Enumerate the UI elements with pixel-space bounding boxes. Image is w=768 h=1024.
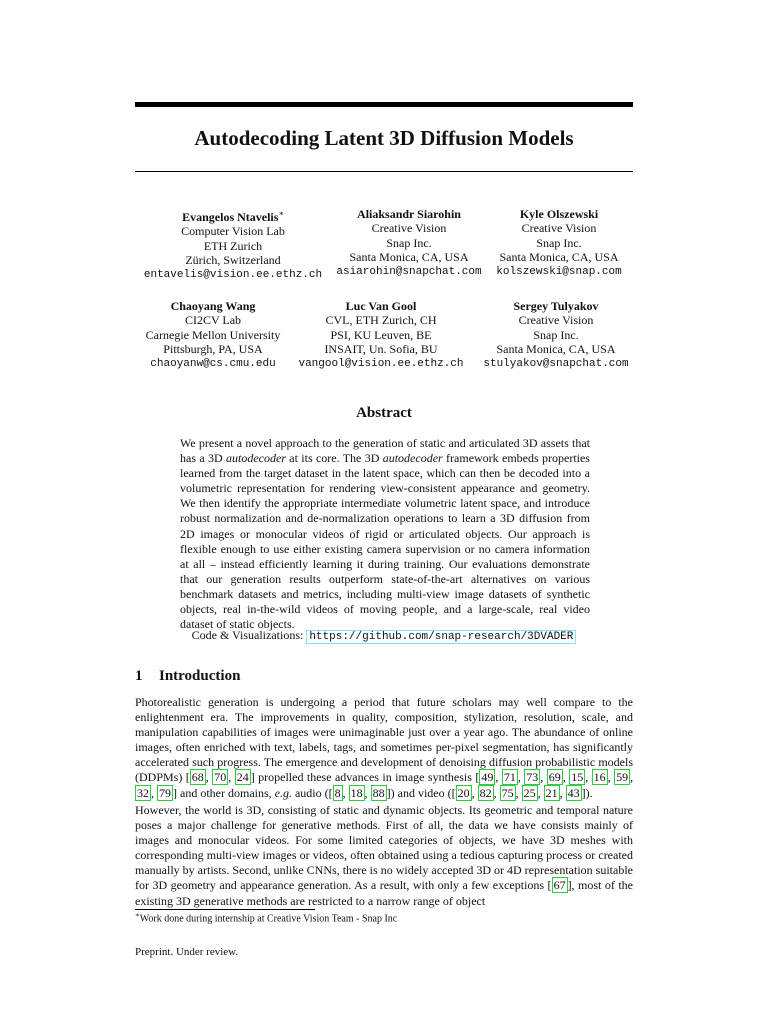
citation-link[interactable]: 20 <box>457 785 470 800</box>
author-block <box>146 299 281 371</box>
author-affiliation: CVL, ETH Zurich, CH <box>325 313 437 328</box>
citation-link[interactable]: 15 <box>571 770 584 785</box>
author-affiliation: Creative Vision <box>521 221 597 236</box>
author-name: Chaoyang Wang <box>170 299 256 313</box>
citation-link[interactable]: 18 <box>350 785 363 800</box>
citation-link[interactable]: 82 <box>479 785 492 800</box>
author-name: Kyle Olszewski <box>519 207 599 221</box>
author-affiliation: Computer Vision Lab <box>181 224 285 239</box>
citation-link[interactable]: 49 <box>481 770 494 785</box>
preprint-footer: Preprint. Under review. <box>135 946 239 958</box>
footnote-mark: ∗ <box>278 209 284 218</box>
author-affiliation: Snap Inc. <box>536 235 582 250</box>
author-email[interactable]: entavelis@vision.ee.ethz.ch <box>143 268 323 281</box>
citation-link[interactable]: 79 <box>159 785 171 800</box>
author-affiliation: PSI, KU Leuven, BE <box>330 327 432 342</box>
author-block <box>144 207 322 282</box>
author-affiliation: Santa Monica, CA, USA <box>349 250 469 265</box>
footnote-text: Work done during internship at Creative Vision Team - Snap Inc <box>139 913 398 925</box>
author-affiliation: Snap Inc. <box>386 235 432 250</box>
author-name: Aliaksandr Siarohin <box>357 207 461 221</box>
citation-link[interactable]: 73 <box>526 770 539 785</box>
author-name: Evangelos Ntavelis <box>182 210 279 224</box>
citation-link[interactable]: 43 <box>567 785 580 800</box>
author-block <box>336 207 481 279</box>
author-email[interactable]: vangool@vision.ee.ethz.ch <box>298 357 464 370</box>
author-affiliation: Pittsburgh, PA, USA <box>163 342 263 357</box>
code-line <box>135 628 633 645</box>
author-email[interactable]: chaoyanw@cs.cmu.edu <box>150 357 276 370</box>
citation-link[interactable]: 59 <box>616 770 629 785</box>
citation-link[interactable]: 75 <box>501 785 514 800</box>
intro-paragraph: Photorealistic generation is undergoing a period that future scholars may well compare to the enlightenment era. The improvements in quality, composition, stylization, resolution, scale, and manipulation capabilities of images were unimaginable just over a year ago. The abundance of online images, often enriched with text, labels, tags, and sometimes per-pixel segmentation, has significantly accelerated such progress. The emergence and development of denoising diffusion probabilistic models (DDPMs) [ 68 , 70 , 24 ] propelled these advances in image synthesis [ 49 , 71 , 73 , 69 , 15 , 16 , 59 , 32 , 79 ] and other domains, e.g. audio ([ 8 , 18 , 88 ]) and video ([ 20 , 82 , 75 , 25 , 21 , 43 ]). <box>135 695 634 800</box>
abstract-emphasis: autodecoder <box>382 451 443 466</box>
author-affiliation: Creative Vision <box>518 313 594 328</box>
title-rule <box>135 171 633 172</box>
citation-link[interactable]: 24 <box>236 770 249 785</box>
author-affiliation: ETH Zurich <box>203 238 263 253</box>
footnote-mark: ∗ <box>135 911 140 919</box>
author-block <box>483 299 628 371</box>
citation-link[interactable]: 32 <box>137 785 149 800</box>
author-affiliation: CI2CV Lab <box>184 313 242 328</box>
author-affiliation: Creative Vision <box>371 221 447 236</box>
paper-title: Autodecoding Latent 3D Diffusion Models <box>194 126 574 150</box>
citation-link[interactable]: 8 <box>334 785 341 800</box>
author-name: Luc Van Gool <box>345 299 417 313</box>
top-rule <box>135 102 633 107</box>
intro-paragraph: However, the world is 3D, consisting of static and dynamic objects. Its geometric and temporal nature poses a major challenge for generative methods. First of all, the data we have consists mainly of images and monocular videos. For some limited categories of objects, we have 3D meshes with corresponding multi-view images or videos, often obtained using a tedious capturing process or created manually by artists. Second, unlike CNNs, there is no widely accepted 3D or 4D representation suitable for 3D geometry and appearance generation. As a result, with only a few exceptions [ 67 ], most of the existing 3D generative methods are restricted to a narrow range of object <box>135 803 633 908</box>
section-number: 1 <box>135 668 143 684</box>
citation-link[interactable]: 67 <box>553 878 566 893</box>
footnote <box>135 909 633 925</box>
author-email[interactable]: asiarohin@snapchat.com <box>336 265 482 278</box>
citation-link[interactable]: 70 <box>214 770 227 785</box>
section-heading <box>135 668 240 685</box>
emphasis: e.g. <box>274 785 292 800</box>
author-name: Sergey Tulyakov <box>513 299 599 313</box>
abstract-heading: Abstract <box>356 405 412 421</box>
author-affiliation: INSAIT, Un. Sofia, BU <box>324 342 438 357</box>
citation-link[interactable]: 21 <box>545 785 558 800</box>
author-affiliation: Snap Inc. <box>533 327 579 342</box>
citation-link[interactable]: 88 <box>372 785 385 800</box>
author-block <box>298 299 463 371</box>
abstract-text: We present a novel approach to the generation of static and articulated 3D assets that has a 3D autodecoder at its core. The 3D autodecoder framework embeds properties learned from the target dataset in the latent space, which can then be decoded into a volumetric representation for rendering view-consistent appearance and geometry. We then identify the appropriate intermediate volumetric latent space, and introduce robust normalization and de-normalization operations to learn a 3D diffusion from 2D images or monocular videos of rigid or articulated objects. Our approach is flexible enough to use either existing camera supervision or no camera information at all – instead efficiently learning it during training. Our evaluations demonstrate that our generation results outperform state-of-the-art alternatives on various benchmark datasets and metrics, including multi-view image datasets of synthetic objects, real in-the-wild videos of moving people, and a large-scale, real video dataset of static objects. <box>180 436 590 632</box>
author-email[interactable]: stulyakov@snapchat.com <box>483 357 629 370</box>
section-title: Introduction <box>159 668 241 684</box>
author-affiliation: Zürich, Switzerland <box>185 253 281 268</box>
code-label: Code & Visualizations: <box>191 628 304 642</box>
author-affiliation: Santa Monica, CA, USA <box>496 342 616 357</box>
citation-link[interactable]: 68 <box>191 770 204 785</box>
author-affiliation: Santa Monica, CA, USA <box>499 250 619 265</box>
code-link[interactable]: https://github.com/snap-research/3DVADER <box>306 630 576 644</box>
author-email[interactable]: kolszewski@snap.com <box>496 265 622 278</box>
citation-link[interactable]: 69 <box>548 770 561 785</box>
author-block <box>496 207 621 279</box>
citation-link[interactable]: 16 <box>593 770 606 785</box>
abstract-emphasis: autodecoder <box>225 451 286 466</box>
citation-link[interactable]: 71 <box>503 770 516 785</box>
citation-link[interactable]: 25 <box>523 785 536 800</box>
author-affiliation: Carnegie Mellon University <box>145 327 281 342</box>
